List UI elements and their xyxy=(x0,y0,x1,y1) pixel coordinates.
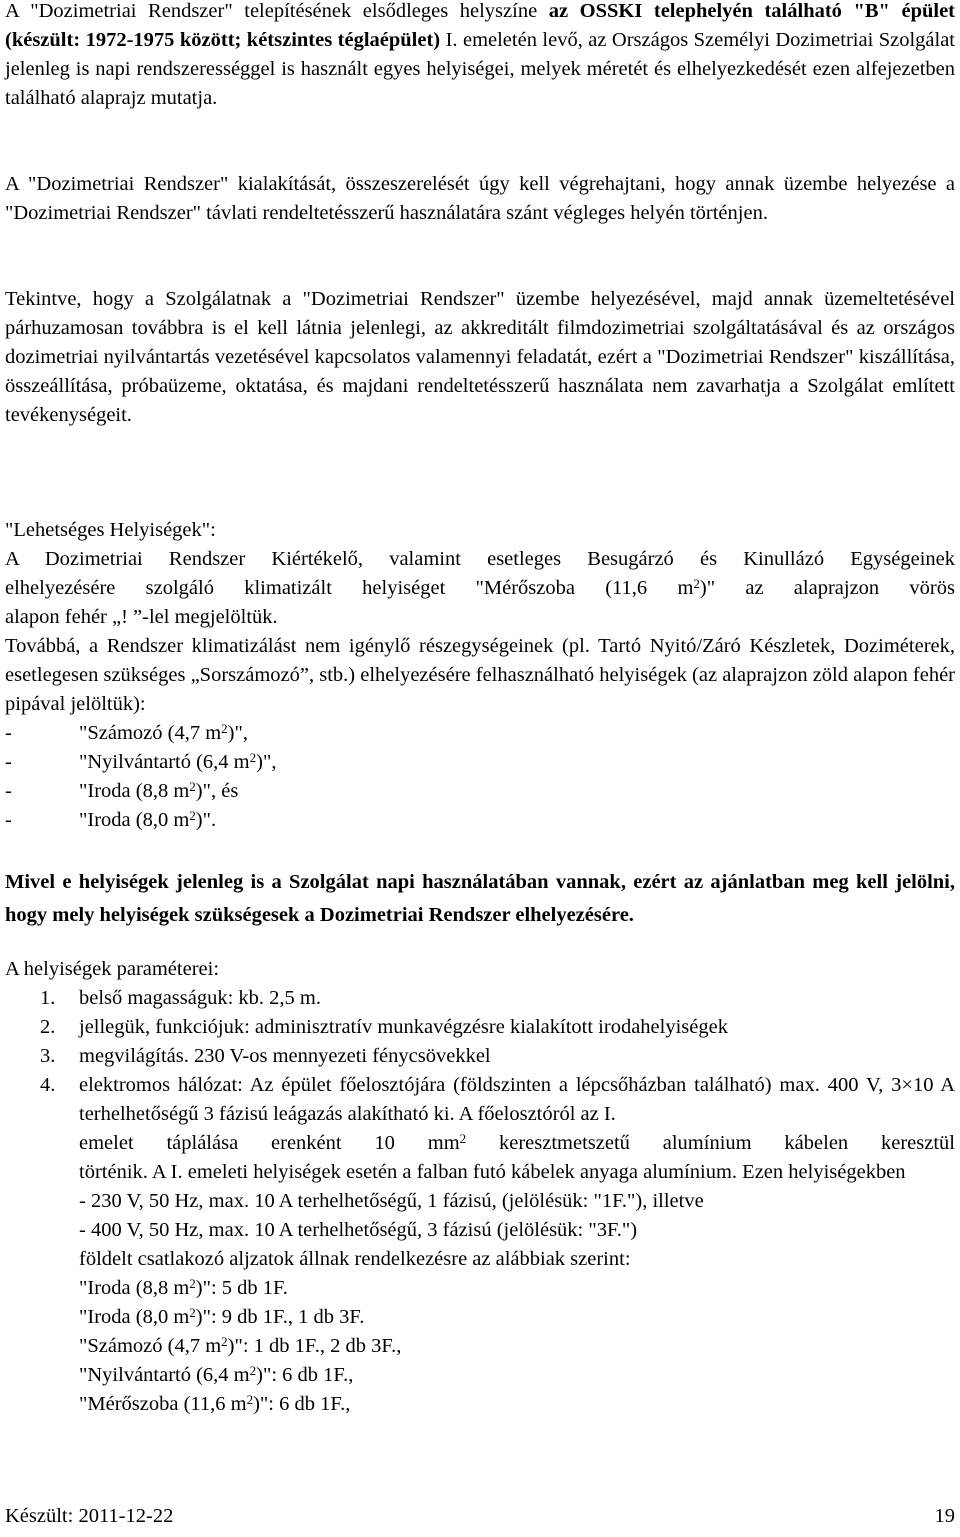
room-list-item xyxy=(5,806,955,835)
socket-intro: földelt csatlakozó aljzatok állnak rendelkezésre az alábbiak szerint: xyxy=(79,1248,631,1270)
room-list-item xyxy=(5,748,955,777)
room-text-end: )": 6 db 1F., xyxy=(253,1393,351,1415)
room-text-end: )": 9 db 1F., 1 db 3F. xyxy=(195,1306,365,1328)
possible-rooms-line-1: A Dozimetriai Rendszer Kiértékelő, valamint esetleges Besugárzó és Kinullázó Egységeinek xyxy=(5,548,955,570)
room-text-end: )", xyxy=(256,751,277,773)
room-text-end: )": 5 db 1F. xyxy=(195,1277,288,1299)
room-text-end: )", és xyxy=(195,780,239,802)
item-text: elektromos hálózat: Az épület főelosztójára (földszinten a lépcsőházban található) max. 400 V, 3×10 A terhelhetőségű 3 fázisú leágazás alakítható ki. A főelosztóról az I. xyxy=(79,1074,955,1125)
electrical-line-3: történik. A I. emeleti helyiségek esetén a falban futó kábelek anyaga alumínium. Ezen helyiségekben xyxy=(79,1161,906,1183)
superscript: 2 xyxy=(459,1131,467,1146)
room-socket-line xyxy=(79,1361,955,1390)
superscript: 2 xyxy=(221,721,228,736)
dash-bullet: - xyxy=(5,780,12,802)
line-text-b: keresztmetszetű alumínium kábelen keresztül xyxy=(466,1132,955,1154)
room-text: "Számozó (4,7 m xyxy=(79,1335,222,1357)
dash-bullet: - xyxy=(5,809,12,831)
socket-type-1f: - 230 V, 50 Hz, max. 10 A terhelhetőségű, 1 fázisú, (jelölésük: "1F."), illetve xyxy=(79,1190,704,1212)
room-socket-line xyxy=(79,1332,955,1361)
superscript: 2 xyxy=(189,1305,196,1320)
item-number: 4. xyxy=(40,1074,56,1096)
superscript: 2 xyxy=(189,1276,196,1291)
socket-type-3f: - 400 V, 50 Hz, max. 10 A terhelhetőségű, 3 fázisú (jelölésük: "3F.") xyxy=(79,1219,638,1241)
superscript: 2 xyxy=(693,576,700,591)
superscript: 2 xyxy=(221,1334,228,1349)
room-text-end: )": 6 db 1F., xyxy=(256,1364,354,1386)
intro-text-bold: az OSSKI telephelyén található "B" épület (készült: 1972-1975 között; kétszintes téglaépület) xyxy=(5,0,955,51)
intro-text-a: A "Dozimetriai Rendszer" telepítésének elsődleges helyszíne xyxy=(5,0,549,22)
dash-bullet: - xyxy=(5,751,12,773)
room-list-item xyxy=(5,719,955,748)
item-text: belső magasságuk: kb. 2,5 m. xyxy=(79,987,321,1009)
service-paragraph: Tekintve, hogy a Szolgálatnak a "Dozimetriai Rendszer" üzembe helyezésével, majd annak üzemeltetésével párhuzamosan továbbra is el kell látnia jelenlegi, az akkreditált filmdozimetriai szolgáltatásával és az országos dozimetriai nyilvántartás vezetésével kapcsolatos valamennyi feladatát, ezért a "Dozimetriai Rendszer" kiszállítása, összeállítása, próbaüzeme, oktatása, és majdani rendeltetésszerű használata nem zavarhatja a Szolgálat említett tevékenységeit. xyxy=(5,288,955,426)
room-text: "Nyilvántartó (6,4 m xyxy=(79,1364,250,1386)
parameter-item xyxy=(5,1042,955,1071)
room-text: "Iroda (8,8 m xyxy=(79,1277,190,1299)
parameter-item xyxy=(5,984,955,1013)
installation-paragraph: A "Dozimetriai Rendszer" kialakítását, összeszerelését úgy kell végrehajtani, hogy annak üzembe helyezése a "Dozimetriai Rendszer" távlati rendeltetésszerű használatára szánt végleges helyén történjen. xyxy=(5,173,955,224)
dash-bullet: - xyxy=(5,722,12,744)
line-2-text-a: elhelyezésére szolgáló klimatizált helyiséget "Mérőszoba (11,6 m xyxy=(5,577,694,599)
page-footer xyxy=(5,1505,955,1535)
room-text: "Nyilvántartó (6,4 m xyxy=(79,751,250,773)
item-text: jellegük, funkciójuk: adminisztratív munkavégzésre kialakított irodahelyiségek xyxy=(79,1016,728,1038)
superscript: 2 xyxy=(246,1392,254,1407)
room-socket-line xyxy=(79,1390,955,1419)
intro-text-c: I. emeletén levő, az Országos Személyi Dozimetriai Szolgálat jelenleg is napi rendszerességgel is használt egyes helyiségei, melyek méretét és elhelyezkedését ezen alfejezetben található alaprajz mutatja. xyxy=(5,29,955,109)
possible-rooms-section xyxy=(5,516,955,835)
superscript: 2 xyxy=(249,1363,257,1378)
room-parameters-section xyxy=(5,955,955,1419)
room-text-end: )": 1 db 1F., 2 db 3F., xyxy=(227,1335,402,1357)
item-number: 2. xyxy=(40,1016,56,1038)
footer-date: Készült: 2011-12-22 xyxy=(5,1505,174,1527)
item-number: 3. xyxy=(40,1045,56,1067)
superscript: 2 xyxy=(249,750,257,765)
possible-rooms-line-2 xyxy=(5,574,955,603)
room-text: "Iroda (8,0 m xyxy=(79,1306,190,1328)
page-number: 19 xyxy=(934,1505,955,1527)
line-2-text-b: )" az alaprajzon vörös xyxy=(699,577,955,599)
parameter-item xyxy=(5,1013,955,1042)
parameter-item xyxy=(5,1071,955,1419)
item-number: 1. xyxy=(40,987,56,1009)
room-parameters-list xyxy=(5,984,955,1419)
possible-rooms-heading: "Lehetséges Helyiségek": xyxy=(5,519,216,541)
room-text-end: )", xyxy=(227,722,248,744)
room-text: "Iroda (8,0 m xyxy=(79,809,190,831)
electrical-line-2 xyxy=(79,1129,955,1158)
room-text-end: )". xyxy=(195,809,217,831)
intro-paragraph xyxy=(5,0,955,113)
possible-rooms-line-3: alapon fehér „! ”-lel megjelöltük. xyxy=(5,606,278,628)
room-text: "Számozó (4,7 m xyxy=(79,722,222,744)
room-text: "Mérőszoba (11,6 m xyxy=(79,1393,247,1415)
possible-rooms-line-4: Továbbá, a Rendszer klimatizálást nem igénylő részegységeinek (pl. Tartó Nyitó/Záró Készletek, Doziméterek, esetlegesen szükséges „Sorszámozó”, stb.) elhelyezésére felhasználható helyiségek (az alaprajzon zöld alapon fehér pipával jelöltük): xyxy=(5,635,955,715)
superscript: 2 xyxy=(189,779,196,794)
room-socket-line xyxy=(79,1274,955,1303)
superscript: 2 xyxy=(189,808,196,823)
room-list-item xyxy=(5,777,955,806)
line-text-a: emelet táplálása erenként 10 mm xyxy=(79,1132,460,1154)
bold-notice-paragraph: Mivel e helyiségek jelenleg is a Szolgálat napi használatában vannak, ezért az ajánlatban meg kell jelölni, hogy mely helyiségek szükségesek a Dozimetriai Rendszer elhelyezésére. xyxy=(5,871,955,926)
room-socket-line xyxy=(79,1303,955,1332)
room-parameters-heading: A helyiségek paraméterei: xyxy=(5,958,220,980)
room-text: "Iroda (8,8 m xyxy=(79,780,190,802)
item-text: megvilágítás. 230 V-os mennyezeti fénycsövekkel xyxy=(79,1045,491,1067)
